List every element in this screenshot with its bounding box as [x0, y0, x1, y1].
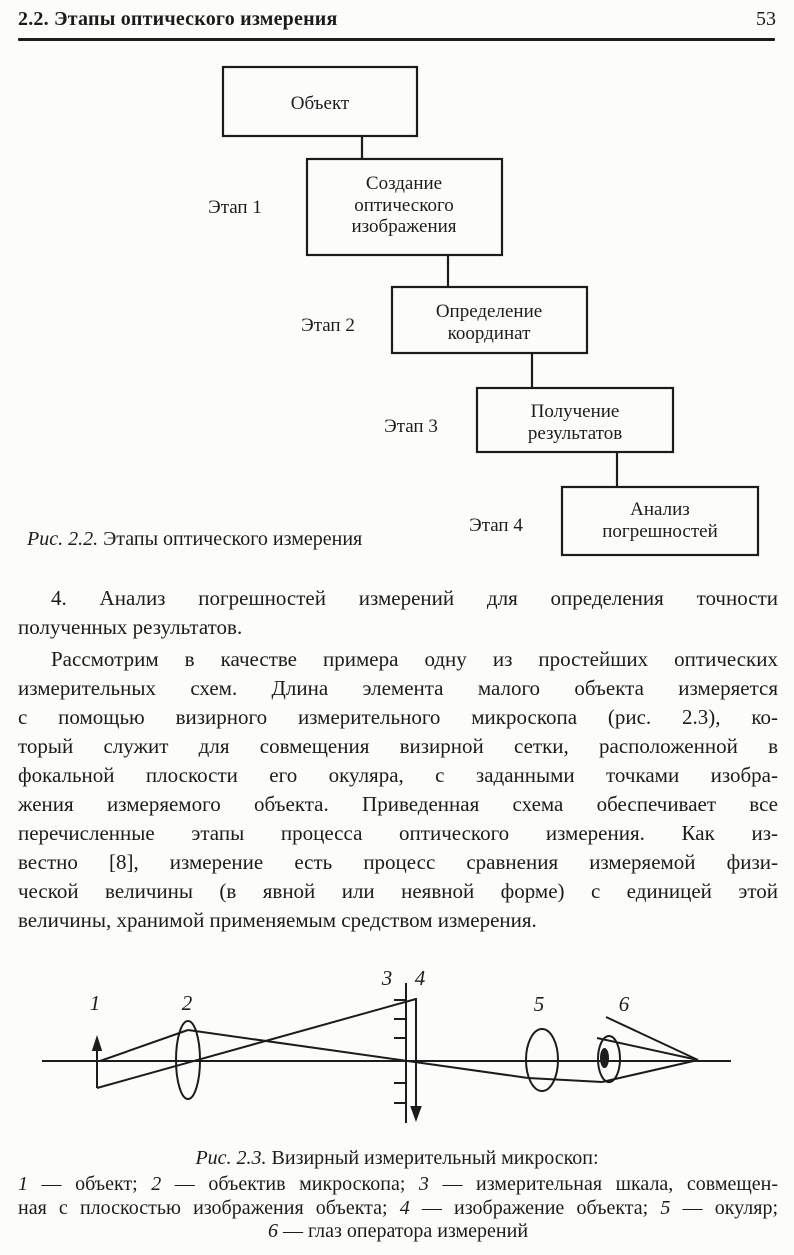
image-arrowhead [410, 1106, 422, 1122]
legend-item-number: 3 [418, 1173, 429, 1195]
flowchart-box-labels [208, 93, 718, 542]
figure-2-3-legend-line [18, 1172, 778, 1196]
box-label: оптического [354, 195, 454, 216]
figure-2-2-number: Рис. 2.2. [27, 528, 99, 550]
text-line: торый служит для совмещения визирной сетки, расположенной в [18, 734, 778, 758]
legend-item-number: 4 [399, 1197, 410, 1219]
legend-item-number: 6 [267, 1220, 278, 1242]
text-line: величины, хранимой применяемым средством измерения. [18, 908, 537, 932]
page-number: 53 [756, 8, 776, 30]
figure-2-2-caption [27, 528, 362, 551]
figure-label-5: 5 [533, 992, 545, 1016]
stage-label-2: Этап 2 [301, 315, 355, 336]
box-label: координат [447, 323, 531, 344]
text-line: ческой величины (в явной или неявной форме) с единицей этой [18, 879, 778, 903]
box-label: изображения [351, 216, 457, 237]
figure-label-6: 6 [618, 992, 630, 1016]
text-line: 4. Анализ погрешностей измерений для определения точности [51, 586, 778, 610]
figure-label-1: 1 [89, 991, 101, 1015]
text-line: полученных результатов. [18, 615, 243, 639]
figure-2-3-legend-line [18, 1196, 778, 1220]
text-line: измерительных схем. Длина элемента малого объекта измеряется [18, 676, 778, 700]
box-label: Создание [365, 173, 443, 194]
stage-label-1: Этап 1 [208, 197, 262, 218]
ray-ocular-to-eye [528, 1078, 602, 1082]
figure-2-3-caption-text: Визирный измерительный микроскоп: [266, 1147, 599, 1169]
object-arrowhead [92, 1035, 102, 1051]
box-label: Анализ [630, 499, 690, 520]
text-line: фокальной плоскости его окуляра, с заданными точками изобра- [18, 763, 778, 787]
ray-lens-top-to-ocular [188, 1030, 528, 1078]
box-label: Определение [435, 301, 543, 322]
legend-item-number: 2 [151, 1173, 162, 1195]
text-line: жения измеряемого объекта. Приведенная схема обеспечивает все [18, 792, 778, 816]
section-heading: 2.2. Этапы оптического измерения [18, 8, 338, 30]
figure-label-3: 3 [381, 966, 393, 990]
figure-label-2: 2 [181, 991, 193, 1015]
figure-2-2-caption-text: Этапы оптического измерения [98, 528, 363, 550]
box-label: Получение [530, 401, 620, 422]
legend-item-text: — объект; [28, 1173, 152, 1195]
figure-2-3-number: Рис. 2.3. [195, 1147, 267, 1169]
text-line: с помощью визирного измерительного микроскопа (рис. 2.3), ко- [18, 705, 778, 729]
legend-item-text: — изображение объекта; [409, 1197, 661, 1219]
legend-item-text: ная с плоскостью изображения объекта; [18, 1197, 400, 1219]
legend-item-text: — объектив микроскопа; [161, 1173, 419, 1195]
stage-label-4: Этап 4 [469, 515, 523, 536]
ray-eye-to-focus [602, 1060, 698, 1082]
ray-axis-to-lens-top [100, 1030, 188, 1061]
legend-item-text: — измерительная шкала, совмещен- [428, 1173, 778, 1195]
ray-object-to-image-top [97, 999, 416, 1088]
text-line: Рассмотрим в качестве примера одну из простейших оптических [51, 647, 778, 671]
figure-2-3-caption [0, 1145, 794, 1171]
figure-2-3-legend-line [18, 1219, 778, 1243]
legend-item-number: 1 [18, 1173, 28, 1195]
text-line: перечисленные этапы процесса оптического измерения. Как из- [18, 821, 778, 845]
box-label: Объект [290, 93, 350, 114]
box-label: результатов [527, 423, 623, 444]
eyelid-line-lower [597, 1038, 698, 1060]
box-label: погрешностей [602, 521, 718, 542]
text-line: вестно [8], измерение есть процесс сравнения измеряемой физи- [18, 850, 778, 874]
stage-label-3: Этап 3 [384, 416, 438, 437]
optical-schematic-labels [90, 966, 630, 1016]
eye-pupil [600, 1048, 609, 1068]
legend-item-text: — глаз оператора измерений [277, 1220, 529, 1242]
legend-item-number: 5 [660, 1197, 671, 1219]
legend-item-text: — окуляр; [670, 1197, 778, 1219]
figure-label-4: 4 [414, 966, 426, 990]
